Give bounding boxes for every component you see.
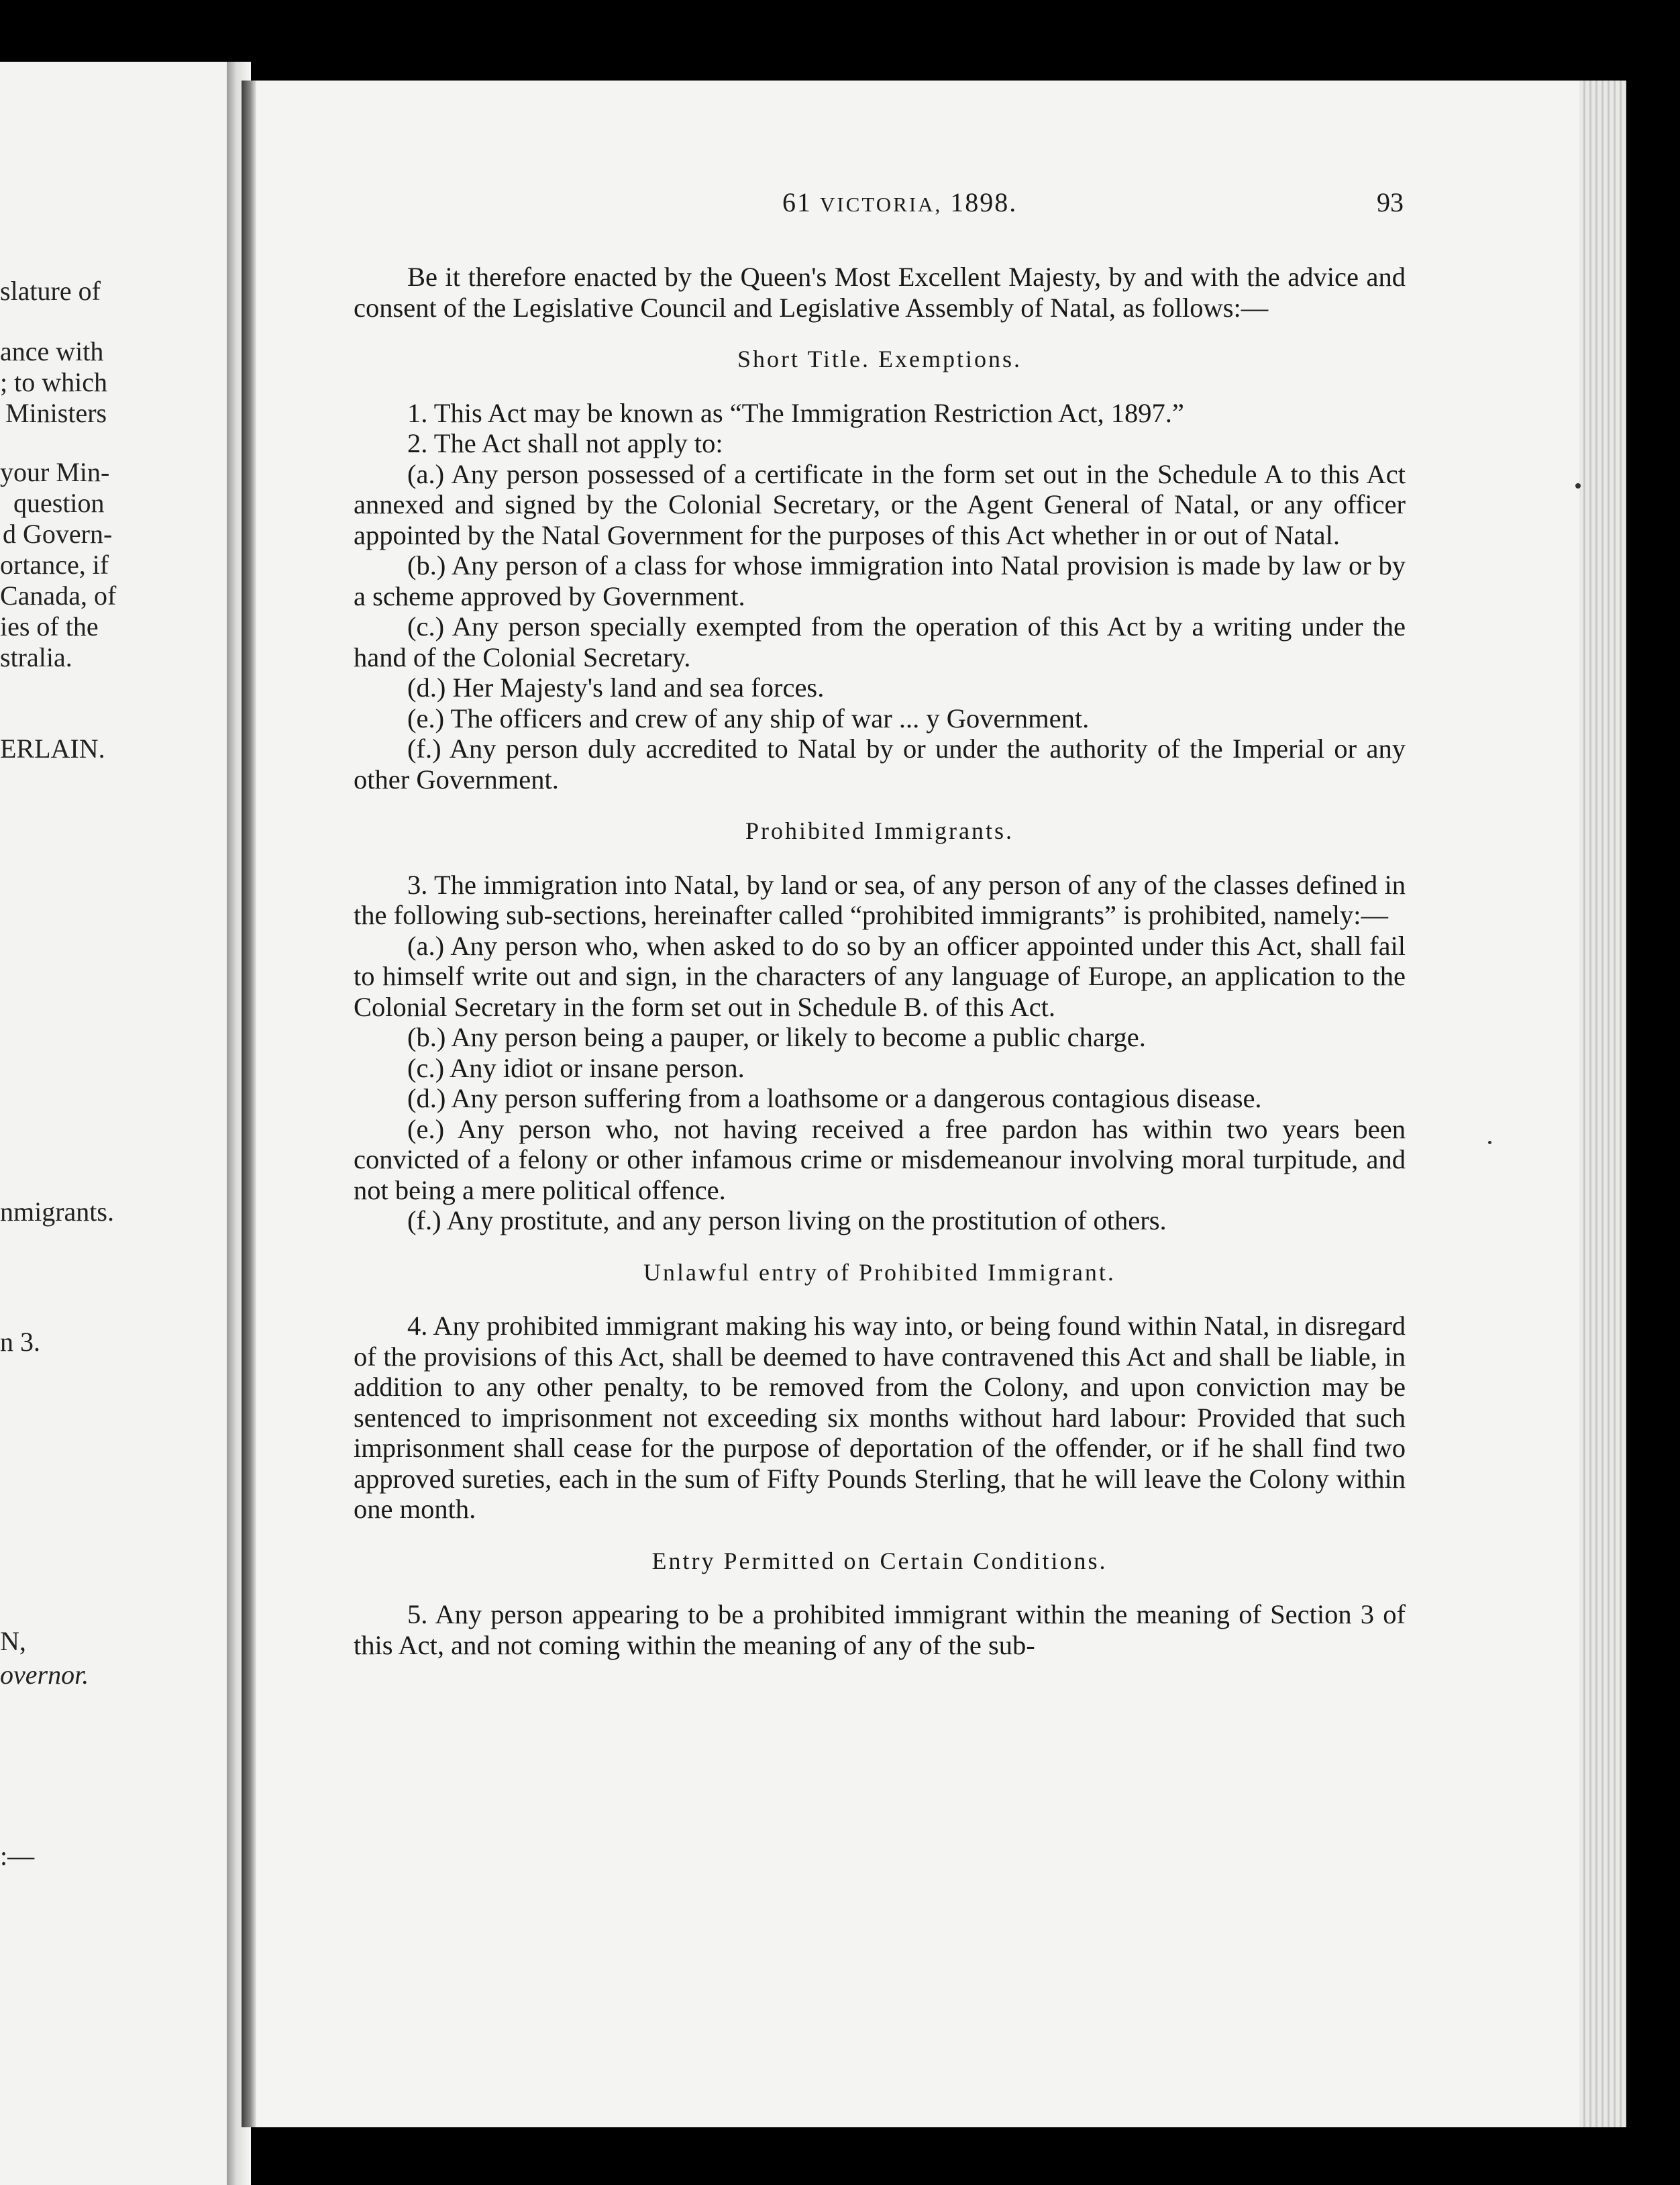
subsection-3b: (b.) Any person being a pauper, or likely to become a public charge. <box>407 1022 1146 1052</box>
section-heading: Short Title. Exemptions. <box>737 346 1022 372</box>
subsection-2c: (c.) Any person specially exempted from the operation of this Act by a writing under the hand of the Colonial Secretary. <box>354 611 1406 672</box>
section-5: 5. Any person appearing to be a prohibited immigrant within the meaning of Section 3 of this Act, and not coming within the meaning of any of the sub- <box>354 1599 1406 1660</box>
running-title-reign: VICTORIA, <box>820 193 943 216</box>
subsection-2a: (a.) Any person possessed of a certificate in the form set out in the Schedule A to this Act annexed and signed by the Colonial Secretary, or the Agent General of Natal, or any officer appointed by the Natal Government for the purposes of this Act whether in or out of Natal. <box>354 458 1406 550</box>
left-page-line: question <box>13 488 105 518</box>
left-page-line: Canada, of <box>0 580 117 611</box>
left-page-line: Ministers <box>5 398 107 428</box>
left-page-line: d Govern- <box>3 519 113 549</box>
left-page-line: ERLAIN. <box>0 733 105 764</box>
section-2: 2. The Act shall not apply to: <box>407 428 723 458</box>
left-page-line: :— <box>0 1841 35 1871</box>
left-page-line: nmigrants. <box>0 1197 114 1227</box>
subsection-3a: (a.) Any person who, when asked to do so by an officer appointed under this Act, shall fail to himself write out and sign, in the characters of any language of Europe, an application to the Colonial Secretary in the form set out in Schedule B. of this Act. <box>354 930 1406 1022</box>
running-title-year: 1898. <box>950 187 1018 217</box>
left-facing-page <box>0 62 227 2185</box>
section-heading: Unlawful entry of Prohibited Immigrant. <box>643 1258 1116 1286</box>
left-page-line: ; to which <box>0 367 107 397</box>
running-head <box>0 187 1680 227</box>
section-heading: Entry Permitted on Certain Conditions. <box>651 1547 1108 1574</box>
subsection-3e: (e.) Any person who, not having received a free pardon has within two years been convicted of a felony or other infamous crime or misdemeanour involving moral turpitude, and not being a mere political offence. <box>354 1113 1406 1205</box>
subsection-3f: (f.) Any prostitute, and any person living on the prostitution of others. <box>407 1205 1167 1235</box>
left-page-line: your Min- <box>0 457 110 487</box>
subsection-2d: (d.) Her Majesty's land and sea forces. <box>407 672 825 703</box>
left-page-line: stralia. <box>0 642 72 672</box>
speck <box>1575 483 1581 489</box>
subsection-3c: (c.) Any idiot or insane person. <box>407 1052 745 1083</box>
left-page-line: N, <box>0 1626 26 1656</box>
left-page-line: ortance, if <box>0 550 109 580</box>
section-3: 3. The immigration into Natal, by land or sea, of any person of any of the classes defined in the following sub-sections, hereinafter called “prohibited immigrants” is prohibited, namely:— <box>354 869 1406 930</box>
subsection-3d: (d.) Any person suffering from a loathsome or a dangerous contagious disease. <box>407 1083 1262 1113</box>
left-page-line: overnor. <box>0 1660 89 1690</box>
subsection-2f: (f.) Any person duly accredited to Natal by or under the authority of the Imperial or any other Government. <box>354 733 1406 795</box>
speck <box>1488 1141 1491 1144</box>
left-page-line: ance with <box>0 336 104 366</box>
left-page-line: slature of <box>0 276 101 306</box>
subsection-2b: (b.) Any person of a class for whose immigration into Natal provision is made by law or by a scheme approved by Government. <box>354 550 1406 611</box>
section-heading: Prohibited Immigrants. <box>745 817 1014 844</box>
left-page-line: ies of the <box>0 611 99 642</box>
section-1: 1. This Act may be known as “The Immigration Restriction Act, 1897.” <box>407 397 1184 428</box>
running-title <box>782 187 1017 218</box>
subsection-2e: (e.) The officers and crew of any ship of war ... y Government. <box>407 703 1090 733</box>
preamble: Be it therefore enacted by the Queen's Most Excellent Majesty, by and with the advice and consent of the Legislative Council and Legislative Assembly of Natal, as follows:— <box>354 262 1406 323</box>
section-4: 4. Any prohibited immigrant making his way into, or being found within Natal, in disregard of the provisions of this Act, shall be deemed to have contravened this Act and shall be liable, in addition to any other penalty, to be removed from the Colony, and upon conviction may be sentenced to imprisonment not exceeding six months without hard labour: Provided that such imprisonment shall cease for the purpose of deportation of the offender, or if he shall find two approved sureties, each in the sum of Fifty Pounds Sterling, that he will leave the Colony within one month. <box>354 1311 1406 1524</box>
page-edges <box>1579 81 1626 2127</box>
act-text <box>354 262 1406 1660</box>
running-title-prefix: 61 <box>782 187 812 217</box>
spine-shadow <box>242 81 256 2127</box>
left-page-line: n 3. <box>0 1327 40 1357</box>
page-number: 93 <box>1377 187 1404 217</box>
